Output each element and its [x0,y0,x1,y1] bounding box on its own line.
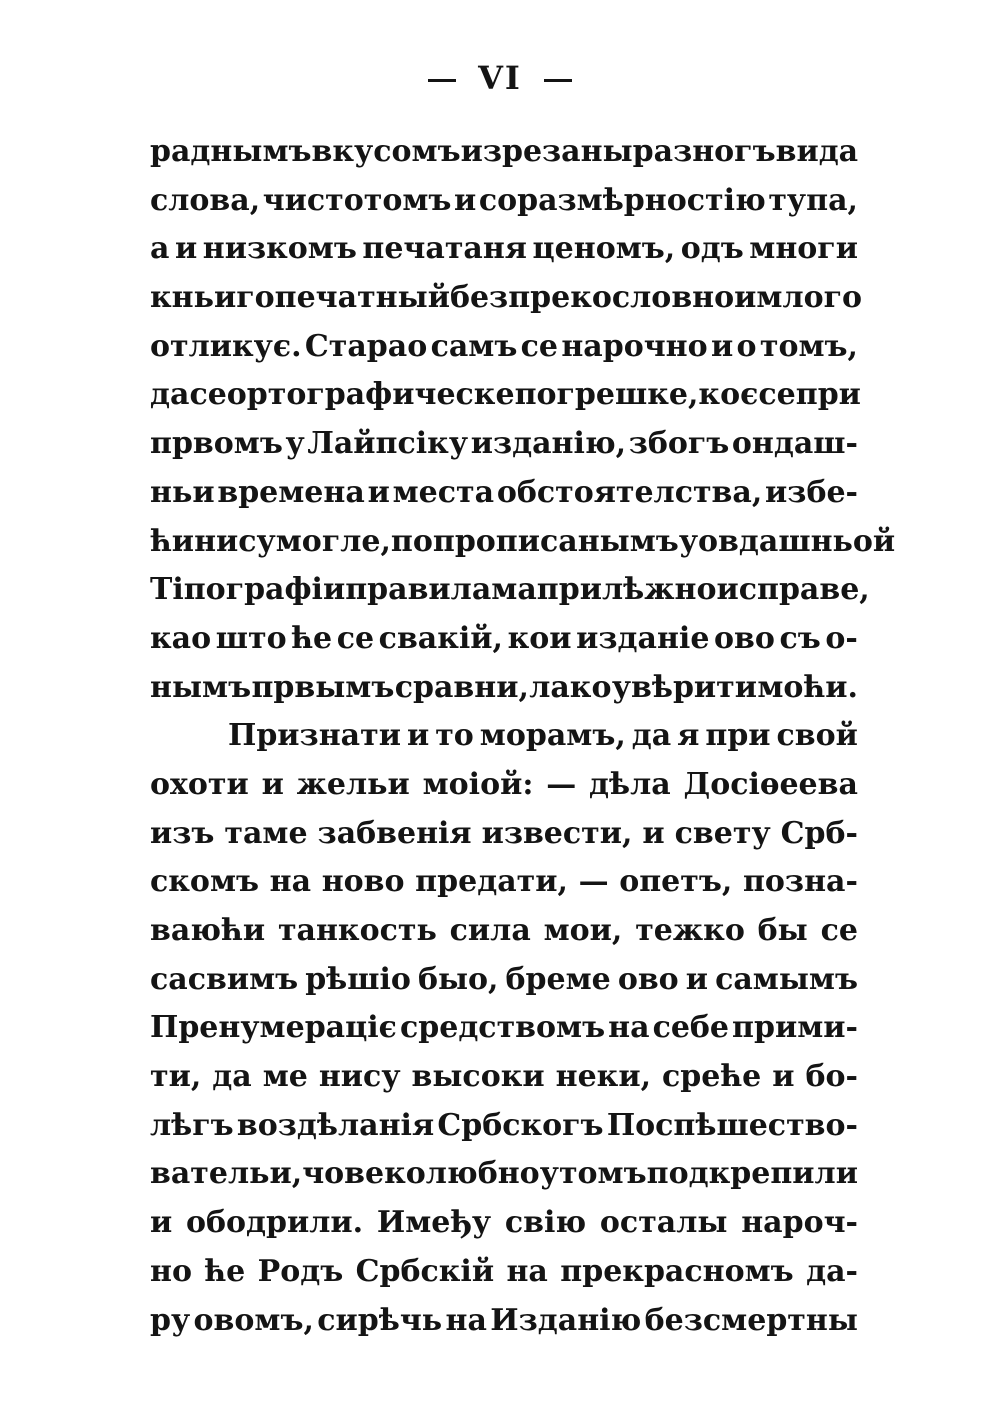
word: Имеђу [376,1205,492,1241]
word: свакій, [378,620,503,656]
word: Србскогъ [437,1107,604,1143]
word: позна- [742,864,858,900]
word: Досіѳеева [683,766,858,802]
word: ти, [150,1059,202,1095]
word: овомъ, [193,1302,314,1338]
word: Родъ [257,1253,344,1289]
word: прими- [732,1010,858,1046]
body-text [150,128,896,1345]
word: да [150,377,190,413]
word: танкость [277,913,437,948]
word: сила [449,913,531,948]
word: Признати [228,718,401,754]
word: ћи [150,523,195,559]
word: ће [204,1253,246,1289]
word: исправе, [716,572,870,608]
word: се [758,377,796,413]
word: кои [507,620,572,656]
word: изданіе [576,620,710,656]
text-line [150,761,858,810]
text-line [150,858,858,907]
word: свету [674,815,771,851]
word: ће [291,620,333,656]
text-line [150,664,858,713]
word: погрешке, [514,377,699,413]
word: Пренумераціє [150,1010,397,1046]
word: се [189,377,227,413]
word: осталы [599,1205,728,1241]
word: човеколюбно [302,1156,540,1192]
word: Лайпсіку [307,426,469,462]
word: предати, [415,864,568,900]
word: могле, [275,523,391,559]
word: обстоятелства, [496,474,763,510]
word: се [820,913,858,948]
word: себе [652,1010,730,1046]
word: вательи, [150,1156,303,1192]
word: при [705,718,771,754]
word: првымъ [251,669,395,705]
word: ваюћи [150,913,266,948]
word: быо, [417,961,499,997]
word: што [215,620,287,656]
word: ново [321,864,405,900]
word: ортографическе [226,377,515,413]
word: моіой: [422,766,534,802]
word: среће [662,1059,762,1095]
word: лѣгъ [150,1107,234,1143]
header-dash-left [428,79,456,82]
text-line [150,1248,858,1297]
word: лако [529,669,612,705]
word: нымъ [150,669,252,705]
page-header [0,58,1000,98]
word: ондаш- [731,426,858,462]
word: Тіпографіи [150,572,346,608]
word: моћи. [757,669,858,705]
word: рѣшіо [305,961,411,997]
word: се [520,328,559,364]
word: средствомъ [399,1010,606,1046]
word: забвенія [317,815,472,851]
word: дѣла [589,766,671,802]
text-line [150,177,858,226]
word: раднымъ [150,134,312,169]
word: безсмертны [644,1302,858,1338]
word: млого [756,280,863,316]
word: сравни, [394,669,529,705]
word: ово [714,620,775,656]
text-line [150,566,870,615]
word: подкрепили [646,1156,858,1192]
word: тежко [635,913,745,948]
word: нису [194,523,276,559]
text-line [150,1102,858,1151]
word: и [642,815,665,851]
word: съ [779,620,821,656]
word: увѣрити [611,669,758,705]
word: нароч- [741,1205,858,1241]
word: и [685,961,709,997]
word: изъ [150,815,215,851]
word: Старао [304,328,428,364]
word: прописанымъ [432,523,679,559]
word: при [795,377,861,413]
text-line [150,518,896,567]
text-line [150,274,863,323]
word: то [435,718,474,754]
word: на [445,1302,487,1338]
word: самъ [430,328,518,364]
word: кньигопечатный [150,280,450,316]
word: отликує. [150,328,302,364]
word: нису [318,1059,401,1095]
word: збогъ [628,426,730,462]
word: свію [504,1205,587,1241]
word: и [261,766,284,802]
word: коє [698,377,759,413]
word: ру [150,1302,191,1338]
text-line [150,1199,858,1248]
word: у [678,523,699,559]
word: да [631,718,672,754]
word: нарочно [561,328,708,364]
word: се [336,620,375,656]
word: бы [757,913,808,948]
word: изрезаны [460,134,633,169]
word: на [506,1253,548,1289]
word: као [150,620,212,656]
text-line [150,323,858,372]
word: одъ [680,231,744,267]
word: и [454,182,477,218]
text-line [150,907,858,956]
word: многи [749,231,858,267]
word: и [150,1205,173,1241]
word: ценомъ, [532,231,676,267]
word: и [406,718,430,754]
text-line [150,225,858,274]
word: Срб- [780,815,858,851]
word: вида [775,134,859,169]
word: разногъ [632,134,776,169]
word: низкомъ [202,231,357,267]
text-line [150,1150,858,1199]
word: жельи [296,766,410,802]
word: и [174,231,198,267]
word: свой [776,718,858,754]
word: таме [224,815,308,851]
word: времена [217,474,365,510]
text-line [150,1053,858,1102]
word: но [150,1253,192,1289]
text-line [150,712,858,761]
word: и [772,1059,795,1095]
word: првомъ [150,426,283,462]
text-line [150,128,858,177]
word: ободрили. [186,1205,364,1241]
word: и [734,280,757,316]
word: о [736,328,757,364]
word: сирѣчь [317,1302,443,1338]
word: да [212,1059,252,1095]
word: сасвимъ [150,961,299,997]
word: и [710,328,734,364]
word: у [539,1156,559,1192]
word: вкусомъ [311,134,461,169]
word: у [285,426,305,462]
word: о- [825,620,858,656]
header-dash-right [544,79,572,82]
word: прекрасномъ [560,1253,794,1289]
word: слова, [150,182,261,218]
word: бреме [505,961,611,997]
text-line [150,469,858,518]
word: я [677,718,700,754]
word: чистотомъ [262,182,452,218]
word: прилѣжно [536,572,717,608]
word: охоти [150,766,249,802]
page-number: VI [478,59,522,97]
word: ово [617,961,679,997]
text-line [150,615,858,664]
word: самымъ [715,961,858,997]
word: — [578,864,609,900]
word: правилама [345,572,537,608]
text-line [150,956,858,1005]
word: опетъ, [619,864,733,900]
text-line [150,810,858,859]
word: по [390,523,433,559]
text-line [150,371,861,420]
word: тупа, [768,182,858,218]
word: на [608,1010,650,1046]
word: Изданію [490,1302,642,1338]
word: а [150,231,170,267]
word: бо- [805,1059,858,1095]
word: Поспѣшество- [606,1107,858,1143]
word: — [546,766,577,802]
word: морамъ, [479,718,626,754]
text-line [150,1297,858,1346]
word: томъ [558,1156,647,1192]
word: ньи [150,474,215,510]
word: высоки [411,1059,545,1095]
word: печатаня [362,231,527,267]
word: извести, [481,815,633,851]
word: мои, [543,913,623,948]
word: ме [262,1059,308,1095]
word: и [367,474,390,510]
word: Србскій [355,1253,495,1289]
word: избе- [765,474,858,510]
text-line [150,420,858,469]
word: воздѣланія [236,1107,435,1143]
word: на [269,864,312,900]
word: места [392,474,495,510]
text-line [150,1004,858,1053]
word: соразмѣрностію [478,182,766,218]
word: скомъ [150,864,260,900]
word: безпрекословно [449,280,735,316]
word: да- [806,1253,858,1289]
word: томъ, [759,328,858,364]
word: изданію, [470,426,627,462]
word: неки, [555,1059,652,1095]
word: овдашньой [698,523,896,559]
